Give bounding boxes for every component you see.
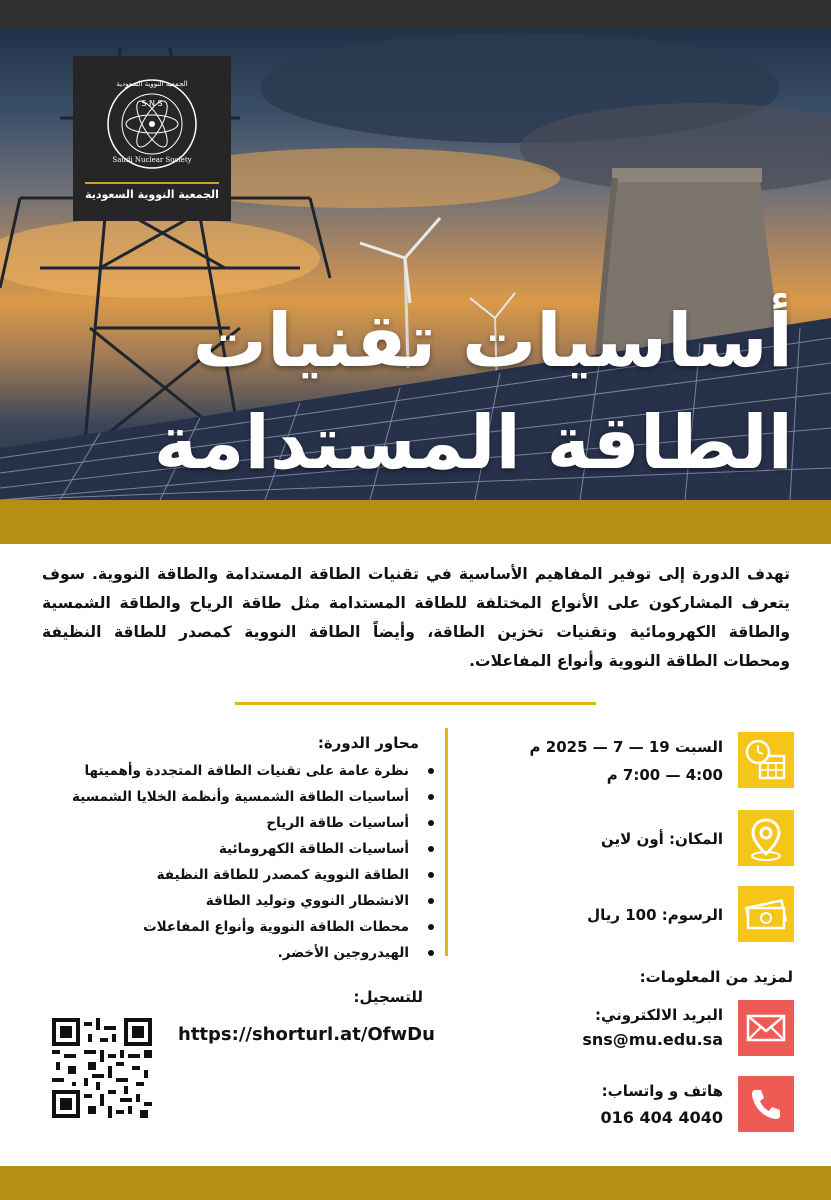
topic-item: أساسيات الطاقة الشمسية وأنظمة الخلايا الشمسية	[59, 784, 419, 810]
registration-heading: للتسجيل:	[353, 988, 423, 1006]
phone-number[interactable]: 016 404 4040	[600, 1108, 723, 1127]
event-time: 4:00 — 7:00 م	[606, 766, 723, 784]
calendar-clock-icon	[738, 732, 794, 788]
logo-underline	[85, 182, 219, 184]
email-address[interactable]: sns@mu.edu.sa	[582, 1030, 723, 1049]
qr-code-icon[interactable]	[52, 1018, 152, 1118]
topic-list	[59, 758, 419, 966]
email-label: البريد الالكتروني:	[595, 1006, 723, 1024]
title-line-2: الطاقة المستدامة	[153, 400, 793, 486]
topic-item: نظرة عامة على تقنيات الطاقة المتجددة وأهميتها	[59, 758, 419, 784]
event-fee: الرسوم: 100 ريال	[587, 906, 723, 924]
logo-caption: الجمعية النووية السعودية	[85, 188, 219, 201]
topic-item: الانشطار النووي وتوليد الطاقة	[59, 888, 419, 914]
society-logo	[73, 56, 231, 221]
topic-item: أساسيات طاقة الرياح	[59, 810, 419, 836]
top-bar	[0, 0, 831, 28]
hero-banner	[0, 28, 831, 500]
location-pin-icon	[738, 810, 794, 866]
page-title	[33, 290, 793, 494]
outline-heading: محاور الدورة:	[317, 734, 419, 752]
logo-arabic-arc: الجمعية النووية السعودية	[116, 80, 188, 88]
section-divider	[235, 702, 596, 705]
title-line-1: أساسيات تقنيات	[192, 298, 793, 384]
course-description: تهدف الدورة إلى توفير المفاهيم الأساسية في تقنيات الطاقة المستدامة والطاقة النووية. سوف يتعرف المشاركون على الأنواع المختلفة للطاقة المستدامة مثل طاقة الرياح والطاقة الشمسية والطاقة الكهرومائية وتقنيات تخزين الطاقة، وأيضاً الطاقة النووية كمصدر للطاقة النظيفة ومحطات الطاقة النووية وأنواع المفاعلات.	[42, 565, 790, 670]
topic-item: الطاقة النووية كمصدر للطاقة النظيفة	[59, 862, 419, 888]
logo-initials: S N S	[141, 99, 163, 108]
atom-emblem-icon	[73, 56, 231, 181]
footer-band	[0, 1166, 831, 1200]
topic-item: محطات الطاقة النووية وأنواع المفاعلات	[59, 914, 419, 940]
registration-link[interactable]: https://shorturl.at/OfwDu	[178, 1024, 435, 1045]
topic-item: أساسيات الطاقة الكهرومائية	[59, 836, 419, 862]
gold-band	[0, 500, 831, 544]
event-location: المكان: أون لاين	[601, 830, 723, 848]
phone-icon[interactable]	[738, 1076, 794, 1132]
phone-label: هاتف و واتساب:	[601, 1082, 723, 1100]
email-icon[interactable]	[738, 1000, 794, 1056]
money-icon	[738, 886, 794, 942]
contact-heading: لمزيد من المعلومات:	[639, 968, 793, 986]
column-divider	[445, 728, 448, 956]
event-date: السبت 19 — 7 — 2025 م	[529, 738, 723, 756]
topic-item: الهيدروجين الأخضر.	[59, 940, 419, 966]
logo-english-arc: Saudi Nuclear Society	[112, 156, 192, 164]
